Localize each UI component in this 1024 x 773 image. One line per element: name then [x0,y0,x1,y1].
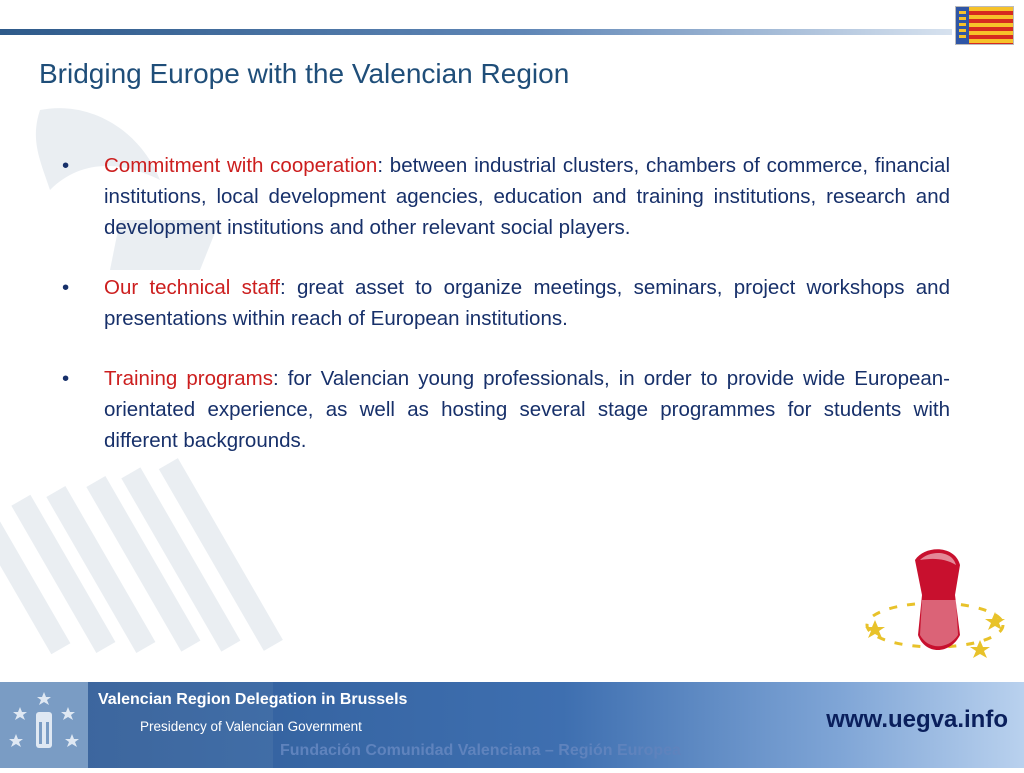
generalitat-logo-icon [0,682,88,768]
bullet-marker: • [62,367,70,390]
valencia-europe-emblem-icon [860,540,1010,670]
bullet-item-technical-staff [62,272,950,334]
bullet-item-training-programs [62,363,950,456]
bullet-text: : for Valencian young professionals, in order to provide wide European-orientated experience, as well as hosting several stage programmes for students with different backgrounds. [104,367,951,452]
bullet-list [62,150,950,485]
bullet-term: Our technical staff [104,276,280,299]
header-rule [0,29,952,35]
bullet-marker: • [62,154,70,177]
bullet-text: : between industrial clusters, chambers of commerce, financial institutions, local development agencies, education and training institutions, research and development institutions and other relevant social players. [104,154,950,239]
bullet-marker: • [62,276,70,299]
bullet-term: Commitment with cooperation [104,154,378,177]
valencian-flag-icon [955,6,1014,45]
bullet-item-cooperation [62,150,950,243]
bullet-term: Training programs [104,367,273,390]
slide-title: Bridging Europe with the Valencian Region [39,58,570,89]
footer-organization: Valencian Region Delegation in Brussels [98,691,408,708]
bullet-text: : great asset to organize meetings, seminars, project workshops and presentations within reach of European institutions. [104,276,950,330]
website-link[interactable]: www.uegva.info [826,706,1008,733]
footer-foundation: Fundación Comunidad Valenciana – Región Europea [280,742,681,759]
footer-subtitle: Presidency of Valencian Government [140,719,362,734]
